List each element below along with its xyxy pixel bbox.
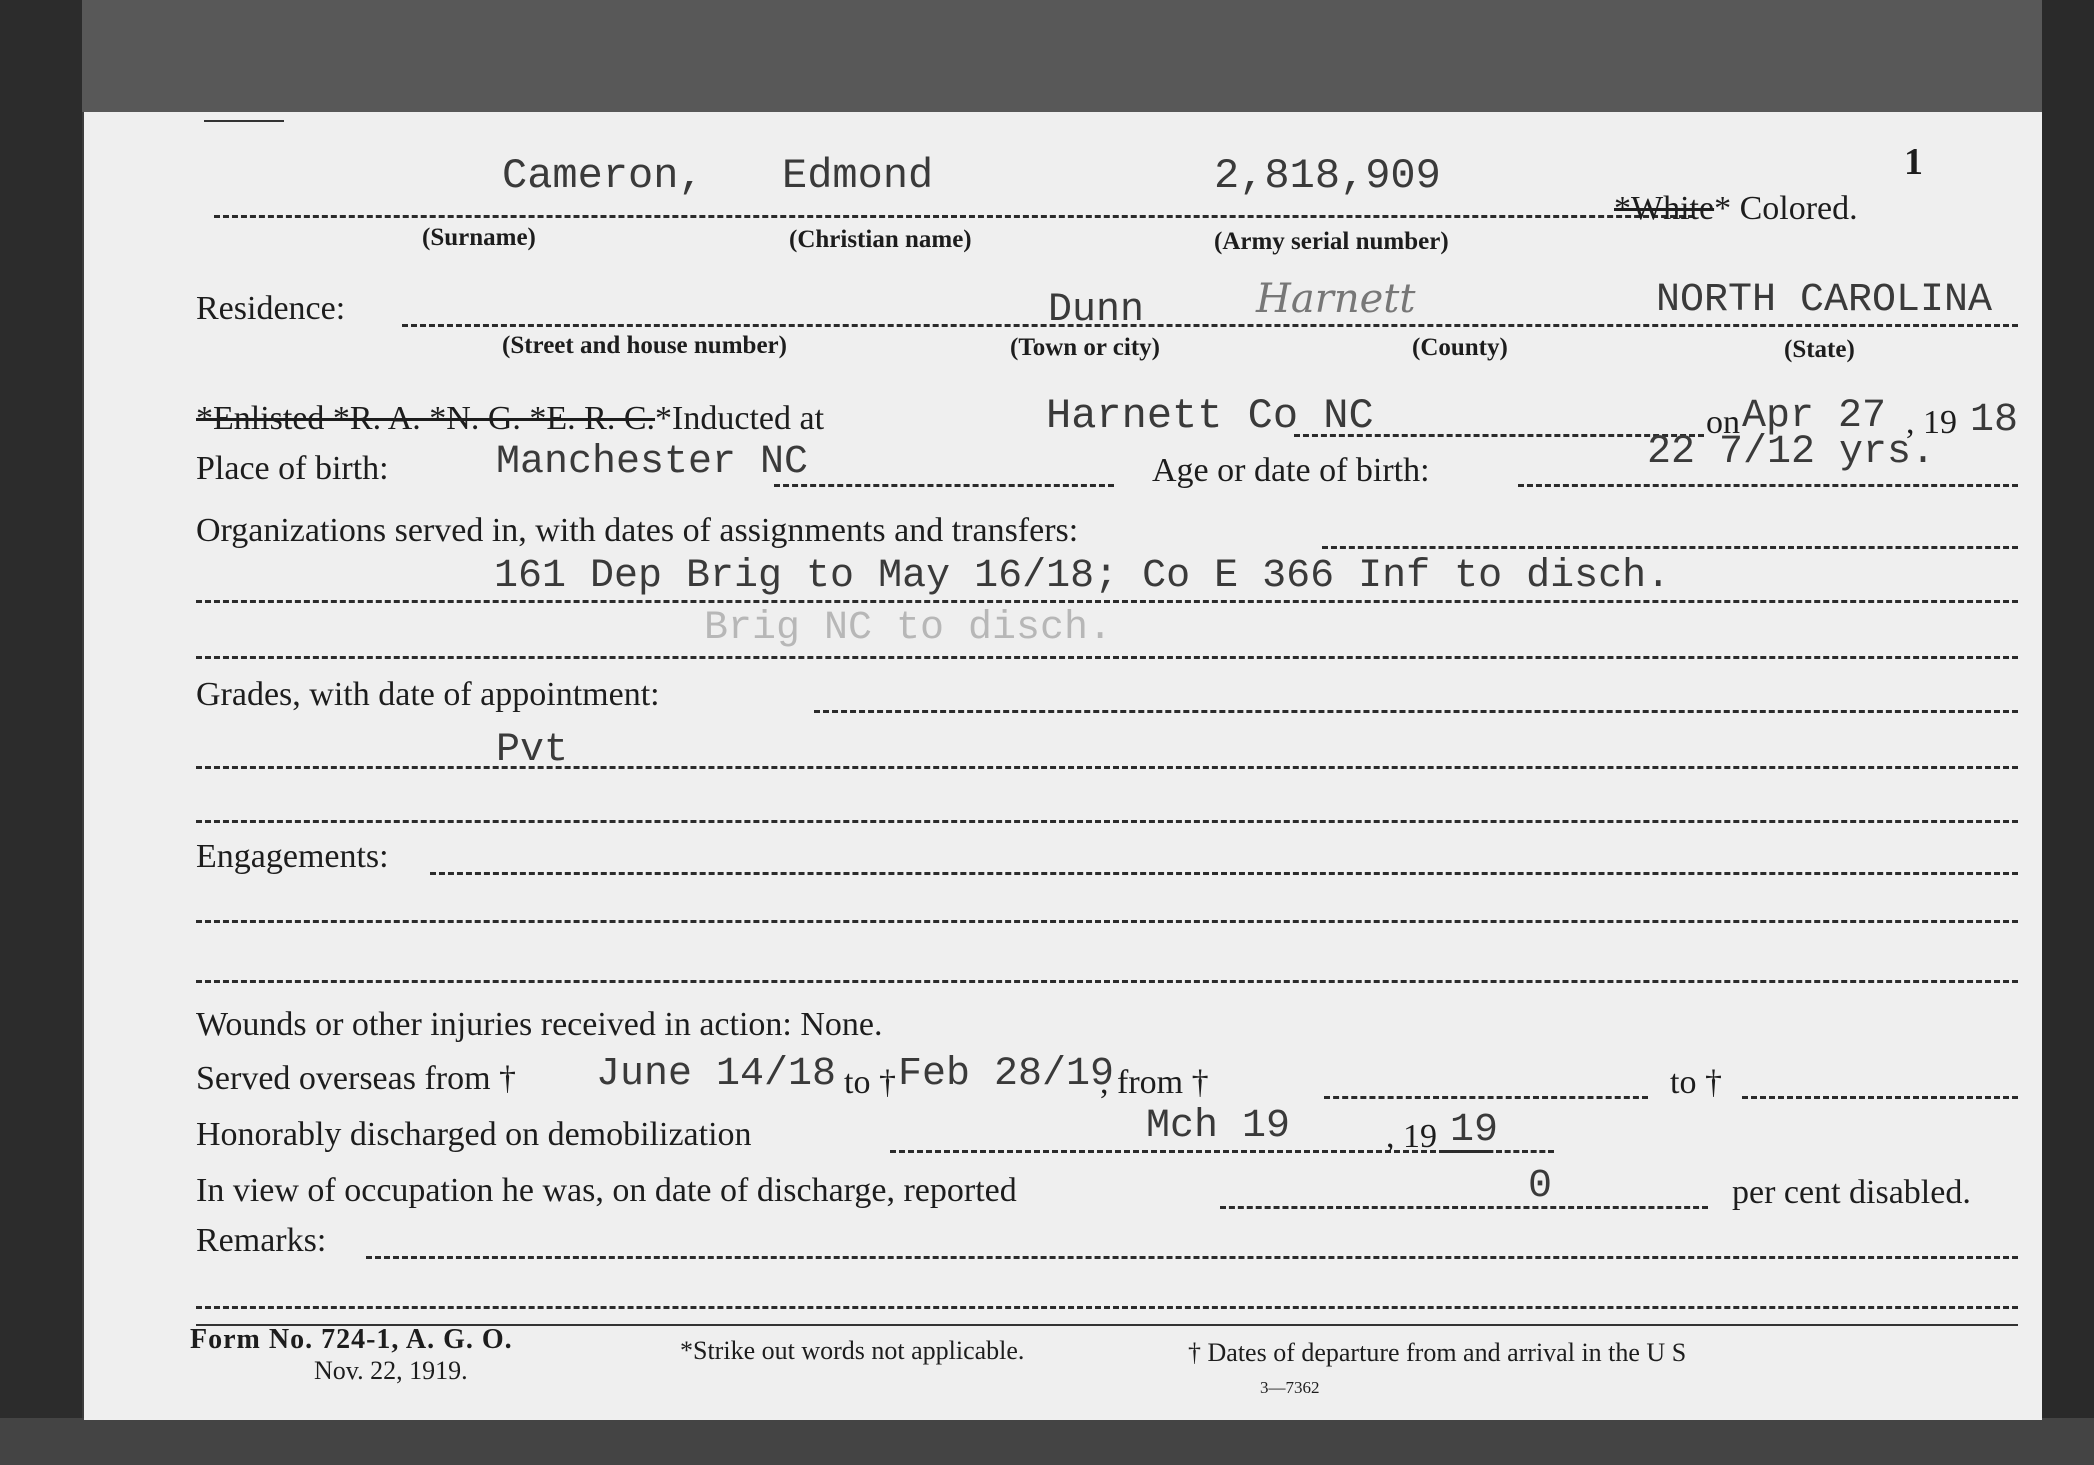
- grades-line-2: [196, 820, 2018, 823]
- caption-serial: (Army serial number): [1214, 228, 1449, 255]
- disabled-line: [1220, 1206, 1708, 1209]
- overseas-to-value: Feb 28/19: [898, 1052, 1115, 1097]
- overseas-to-label: to †: [844, 1064, 896, 1101]
- engagements-line-1: [196, 920, 2018, 923]
- caption-surname: (Surname): [422, 224, 536, 251]
- remarks-label: Remarks:: [196, 1222, 327, 1259]
- induction-year-prefix: , 19: [1906, 404, 1957, 441]
- place-of-birth-label: Place of birth:: [196, 450, 389, 487]
- occupation-label: In view of occupation he was, on date of discharge, reported: [196, 1172, 1017, 1209]
- discharge-year-value: 19: [1450, 1108, 1499, 1153]
- serial-number-value: 2,818,909: [1214, 152, 1441, 200]
- induction-line: [196, 400, 824, 438]
- organizations-line-1: [196, 600, 2018, 603]
- remarks-line-1: [196, 1306, 2018, 1309]
- place-of-birth-value: Manchester NC: [496, 440, 809, 485]
- age-label: Age or date of birth:: [1152, 452, 1430, 489]
- on-label: on: [1706, 404, 1740, 441]
- print-code: 3—7362: [1260, 1378, 1320, 1397]
- record-number: 1: [1904, 141, 1923, 183]
- organizations-label: Organizations served in, with dates of assignments and transfers:: [196, 512, 1079, 549]
- caption-town: (Town or city): [1010, 334, 1160, 361]
- disabled-value: 0: [1528, 1164, 1553, 1209]
- dates-note: † Dates of departure from and arrival in the U S: [1188, 1338, 1687, 1367]
- induction-date-value: Apr 27: [1742, 394, 1887, 439]
- discharge-date-value: Mch 19: [1146, 1104, 1291, 1149]
- discharge-label: Honorably discharged on demobilization: [196, 1116, 752, 1153]
- county-value: Harnett: [1256, 276, 1416, 322]
- service-record-card: [84, 112, 2042, 1420]
- second-to-label: to †: [1670, 1064, 1722, 1101]
- overseas-from-value: June 14/18: [596, 1052, 837, 1097]
- scan-background-bottom: [0, 1418, 2094, 1465]
- organizations-ghost-text: Brig NC to disch.: [704, 606, 1113, 651]
- strike-out-note: *Strike out words not applicable.: [680, 1336, 1025, 1365]
- caption-christian-name: (Christian name): [789, 226, 972, 253]
- form-date: Nov. 22, 1919.: [314, 1356, 468, 1385]
- discharge-year-prefix: , 19: [1386, 1118, 1437, 1155]
- enlisted-struck: *Enlisted *R. A. *N. G. *E. R. C.: [196, 400, 656, 437]
- grades-label: Grades, with date of appointment:: [196, 676, 660, 713]
- organizations-value-1: 161 Dep Brig to May 16/18; Co E 366 Inf to disch.: [494, 554, 1671, 599]
- grade-value: Pvt: [496, 728, 569, 773]
- residence-line: [402, 324, 2018, 327]
- form-number: Form No. 724-1, A. G. O.: [190, 1324, 513, 1355]
- town-value: Dunn: [1048, 288, 1145, 333]
- second-from-line: [1324, 1096, 1648, 1099]
- race-star: *: [1714, 190, 1732, 227]
- christian-name-value: Edmond: [782, 152, 934, 200]
- discharge-year-line: [1444, 1150, 1554, 1153]
- remarks-line-0: [366, 1256, 2018, 1259]
- race-white-struck: *White: [1614, 190, 1715, 227]
- scan-background-top: [0, 0, 2094, 112]
- grades-line-0: [814, 710, 2018, 713]
- age-line: [1518, 484, 2018, 487]
- residence-label: Residence:: [196, 290, 346, 327]
- name-line: [214, 215, 1694, 218]
- caption-county: (County): [1412, 334, 1508, 361]
- inducted-place-line: [1294, 434, 1704, 437]
- scan-background-left: [0, 0, 82, 1465]
- surname-value: Cameron,: [502, 152, 704, 200]
- inducted-label: *Inducted at: [655, 400, 825, 437]
- top-rule: [204, 120, 284, 122]
- caption-state: (State): [1784, 336, 1855, 363]
- state-value: NORTH CAROLINA: [1656, 278, 1993, 323]
- caption-street: (Street and house number): [502, 332, 787, 359]
- served-overseas-label: Served overseas from †: [196, 1060, 517, 1097]
- age-value: 22 7/12 yrs.: [1647, 430, 1936, 475]
- organizations-line-2: [196, 656, 2018, 659]
- race-options: [1614, 190, 1858, 228]
- engagements-line-0: [430, 872, 2018, 875]
- place-of-birth-line: [774, 484, 1114, 487]
- engagements-label: Engagements:: [196, 838, 389, 875]
- engagements-line-2: [196, 980, 2018, 983]
- inducted-place-value: Harnett Co NC: [1046, 392, 1374, 440]
- organizations-line-0: [1322, 546, 2018, 549]
- race-colored: Colored.: [1739, 190, 1858, 227]
- wounds-label: Wounds or other injuries received in action: None.: [196, 1006, 883, 1043]
- induction-year-value: 18: [1970, 398, 2019, 443]
- grades-line-1: [196, 766, 2018, 769]
- second-from-label: , from †: [1100, 1064, 1209, 1101]
- second-to-line: [1742, 1096, 2018, 1099]
- scan-background-right: [2042, 0, 2094, 1465]
- disabled-suffix: per cent disabled.: [1732, 1174, 1971, 1211]
